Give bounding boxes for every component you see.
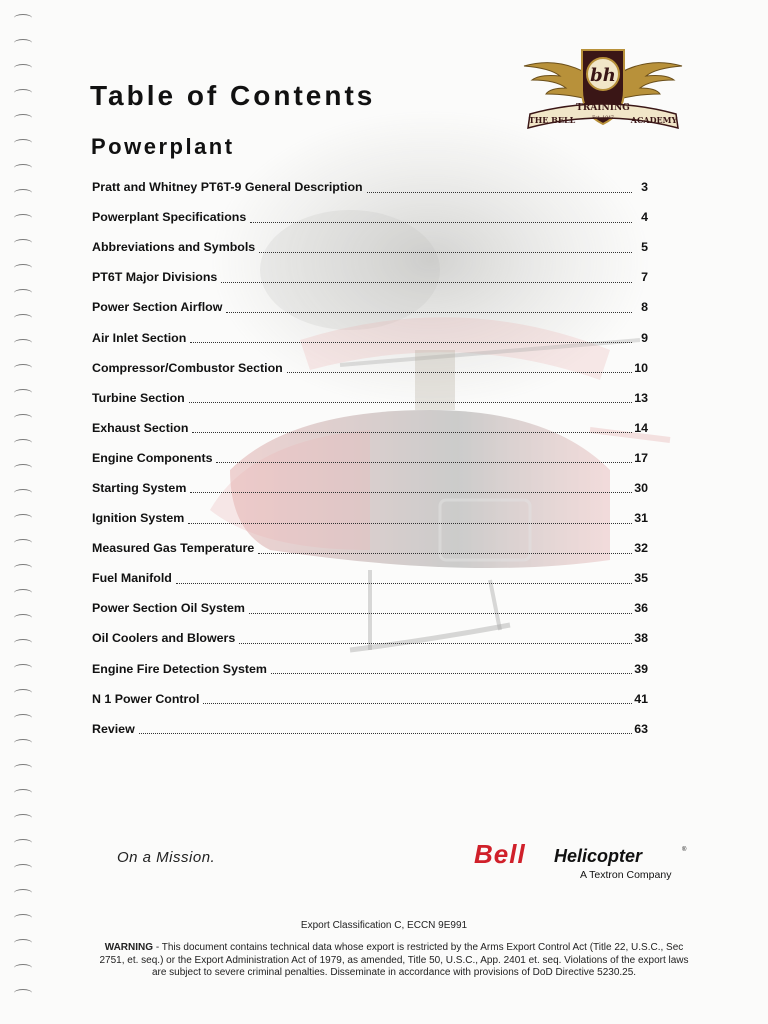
toc-leader-dots (190, 480, 632, 493)
toc-entry-label: Oil Coolers and Blowers (92, 631, 236, 646)
binder-hole (14, 489, 32, 497)
toc-entry-page: 36 (634, 601, 648, 616)
toc-entry[interactable] (92, 593, 648, 623)
toc-leader-dots (367, 180, 632, 193)
binder-hole (14, 164, 32, 172)
binder-hole (14, 389, 32, 397)
toc-leader-dots (221, 270, 632, 283)
section-title: Powerplant (91, 134, 235, 159)
binder-hole (14, 814, 32, 822)
warning-text: - This document contains technical data whose export is restricted by the Arms Export Control Act (Title 22, U.S.C., Sec 2751, et. seq.) or the Export Administration Act of 1979, as amended, Title 50, U.S.C., App. 2401 et. seq. Violations of the export laws are subject to severe criminal penalties. Disseminate in accordance with provisions of DoD Directive 5230.25. (99, 942, 689, 978)
toc-entry-page: 30 (634, 480, 648, 495)
binder-hole (14, 289, 32, 297)
logo-banner-left: THE BELL (528, 115, 576, 125)
toc-entry[interactable] (92, 383, 648, 413)
bell-wordmark: Bell (474, 841, 526, 867)
toc-entry-page: 63 (634, 721, 648, 736)
logo-established: Est. 1947 (592, 116, 614, 121)
toc-entry-label: Compressor/Combustor Section (92, 360, 283, 375)
registered-mark: ® (682, 847, 687, 853)
binder-hole (14, 339, 32, 347)
binder-hole (14, 564, 32, 572)
logo-banner-center: TRAINING (576, 103, 630, 113)
toc-entry-page: 41 (634, 691, 648, 706)
toc-entry[interactable] (92, 623, 648, 653)
toc-entry-page: 13 (634, 390, 648, 405)
toc-entry-label: Starting System (92, 480, 187, 495)
toc-entry-page: 35 (634, 571, 648, 586)
toc-entry-label: Air Inlet Section (92, 330, 187, 345)
binder-hole (14, 89, 32, 97)
toc-entry[interactable] (92, 684, 648, 714)
export-warning (92, 942, 696, 980)
toc-entry-label: Turbine Section (92, 390, 185, 405)
binder-hole (14, 114, 32, 122)
toc-leader-dots (226, 300, 632, 313)
toc-entry-label: Pratt and Whitney PT6T-9 General Description (92, 180, 363, 195)
toc-entry-page: 17 (634, 450, 648, 465)
toc-leader-dots (287, 360, 632, 373)
toc-entry[interactable] (92, 473, 648, 503)
binder-hole (14, 639, 32, 647)
toc-entry-page: 10 (634, 360, 648, 375)
binder-hole (14, 939, 32, 947)
warning-label: WARNING (104, 942, 154, 953)
toc-entry-label: Engine Fire Detection System (92, 661, 267, 676)
export-classification: Export Classification C, ECCN 9E991 (300, 920, 468, 931)
binder-hole (14, 414, 32, 422)
toc-leader-dots (259, 240, 632, 253)
logo-banner-right: ACADEMY (630, 115, 678, 125)
bell-training-academy-logo (520, 44, 686, 144)
binder-hole (14, 239, 32, 247)
toc-entry-label: Exhaust Section (92, 420, 189, 435)
toc-entry[interactable] (92, 443, 648, 473)
binder-hole (14, 589, 32, 597)
bell-helicopter-logo (474, 841, 688, 867)
toc-entry-label: Power Section Airflow (92, 300, 223, 315)
toc-entry[interactable] (92, 322, 648, 352)
page-title: Table of Contents (90, 80, 376, 111)
toc-entry[interactable] (92, 232, 648, 262)
toc-leader-dots (189, 390, 632, 403)
toc-entry[interactable] (92, 292, 648, 322)
toc-entry-page: 32 (634, 541, 648, 556)
toc-entry-page: 5 (641, 240, 648, 255)
binder-hole (14, 764, 32, 772)
toc-entry[interactable] (92, 533, 648, 563)
toc-entry-label: Measured Gas Temperature (92, 541, 255, 556)
toc-entry[interactable] (92, 563, 648, 593)
binder-hole (14, 839, 32, 847)
binder-hole (14, 989, 32, 997)
table-of-contents (92, 172, 648, 744)
toc-entry-page: 14 (634, 420, 648, 435)
toc-entry[interactable] (92, 654, 648, 684)
toc-leader-dots (258, 541, 632, 554)
binder-hole (14, 39, 32, 47)
binder-hole (14, 614, 32, 622)
toc-entry-label: N 1 Power Control (92, 691, 200, 706)
toc-entry[interactable] (92, 353, 648, 383)
toc-entry[interactable] (92, 413, 648, 443)
binder-hole (14, 539, 32, 547)
binder-holes (14, 14, 40, 1014)
toc-entry-page: 4 (641, 210, 648, 225)
binder-hole (14, 739, 32, 747)
binder-hole (14, 439, 32, 447)
binder-hole (14, 689, 32, 697)
toc-entry-page: 39 (634, 661, 648, 676)
toc-leader-dots (176, 571, 632, 584)
toc-entry-page: 8 (641, 300, 648, 315)
toc-entry[interactable] (92, 202, 648, 232)
toc-entry[interactable] (92, 262, 648, 292)
binder-hole (14, 64, 32, 72)
binder-hole (14, 889, 32, 897)
helicopter-wordmark: Helicopter (554, 846, 643, 866)
binder-hole (14, 514, 32, 522)
toc-entry-label: Review (92, 721, 135, 736)
binder-hole (14, 864, 32, 872)
toc-leader-dots (190, 330, 632, 343)
toc-entry[interactable] (92, 714, 648, 744)
toc-entry-page: 3 (641, 180, 648, 195)
binder-hole (14, 214, 32, 222)
toc-entry-label: Engine Components (92, 450, 213, 465)
binder-hole (14, 964, 32, 972)
toc-entry[interactable] (92, 172, 648, 202)
binder-hole (14, 189, 32, 197)
toc-entry-label: Powerplant Specifications (92, 210, 247, 225)
toc-leader-dots (203, 691, 632, 704)
binder-hole (14, 14, 32, 22)
toc-leader-dots (239, 631, 632, 644)
binder-hole (14, 364, 32, 372)
toc-entry-label: Power Section Oil System (92, 601, 245, 616)
binder-hole (14, 789, 32, 797)
toc-entry-label: PT6T Major Divisions (92, 270, 218, 285)
binder-hole (14, 314, 32, 322)
logo-monogram: bh (590, 65, 616, 86)
binder-hole (14, 664, 32, 672)
toc-entry[interactable] (92, 503, 648, 533)
toc-entry-page: 31 (634, 511, 648, 526)
textron-company: A Textron Company (580, 869, 672, 881)
toc-entry-label: Fuel Manifold (92, 571, 172, 586)
toc-leader-dots (192, 420, 632, 433)
binder-hole (14, 264, 32, 272)
toc-leader-dots (188, 511, 632, 524)
tagline: On a Mission. (117, 849, 216, 866)
toc-entry-label: Abbreviations and Symbols (92, 240, 256, 255)
toc-leader-dots (216, 450, 632, 463)
binder-hole (14, 714, 32, 722)
toc-leader-dots (271, 661, 632, 674)
toc-entry-page: 7 (641, 270, 648, 285)
toc-leader-dots (249, 601, 632, 614)
toc-leader-dots (250, 210, 632, 223)
toc-entry-label: Ignition System (92, 511, 185, 526)
toc-entry-page: 38 (634, 631, 648, 646)
toc-entry-page: 9 (641, 330, 648, 345)
binder-hole (14, 139, 32, 147)
binder-hole (14, 464, 32, 472)
toc-leader-dots (139, 721, 632, 734)
